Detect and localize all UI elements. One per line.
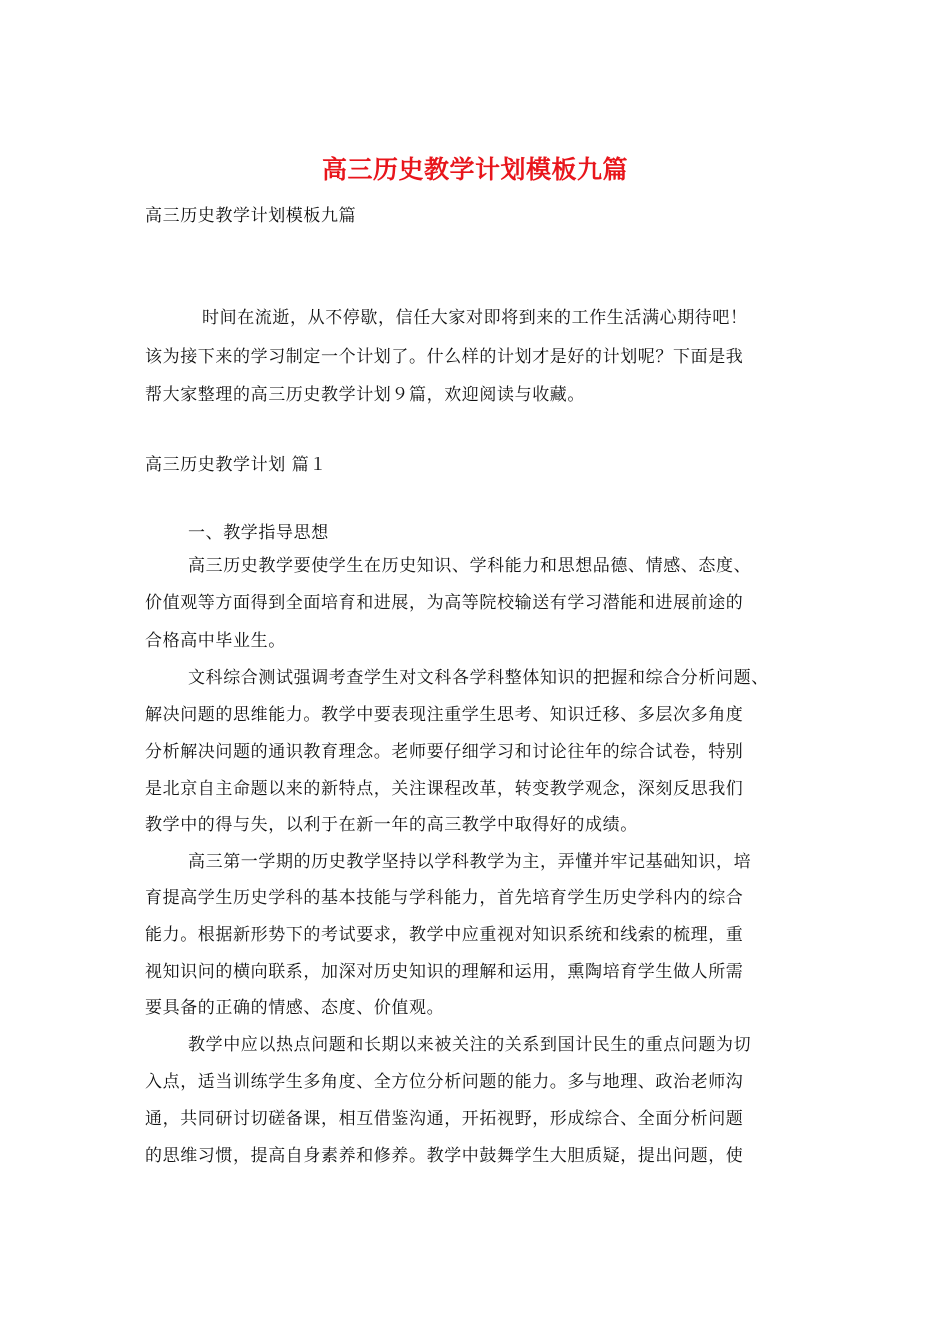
body-line: 教学中应以热点问题和长期以来被关注的关系到国计民生的重点问题为切	[188, 1035, 752, 1055]
document-subtitle: 高三历史教学计划模板九篇	[145, 206, 357, 226]
intro-line: 帮大家整理的高三历史教学计划９篇，欢迎阅读与收藏。	[145, 385, 585, 405]
body-line: 育提高学生历史学科的基本技能与学科能力，首先培育学生历史学科内的综合	[145, 888, 744, 908]
body-line: 要具备的正确的情感、态度、价值观。	[145, 998, 445, 1018]
body-line: 通，共同研讨切磋备课，相互借鉴沟通，开拓视野，形成综合、全面分析问题	[145, 1109, 744, 1129]
body-line: 视知识问的横向联系，加深对历史知识的理解和运用，熏陶培育学生做人所需	[145, 962, 744, 982]
body-line: 入点，适当训练学生多角度、全方位分析问题的能力。多与地理、政治老师沟	[145, 1072, 744, 1092]
body-line: 价值观等方面得到全面培育和进展，为高等院校输送有学习潜能和进展前途的	[145, 593, 744, 613]
body-line: 的思维习惯，提高自身素养和修养。教学中鼓舞学生大胆质疑，提出问题，使	[145, 1146, 744, 1166]
body-line: 高三第一学期的历史教学坚持以学科教学为主，弄懂并牢记基础知识，培	[188, 852, 752, 872]
body-line: 分析解决问题的通识教育理念。老师要仔细学习和讨论往年的综合试卷，特别	[145, 742, 744, 762]
body-line: 教学中的得与失，以利于在新一年的高三教学中取得好的成绩。	[145, 815, 638, 835]
body-line: 是北京自主命题以来的新特点，关注课程改革，转变教学观念，深刻反思我们	[145, 779, 744, 799]
body-line: 合格高中毕业生。	[145, 631, 286, 651]
body-line: 能力。根据新形势下的考试要求，教学中应重视对知识系统和线索的梳理，重	[145, 925, 744, 945]
section-heading: 高三历史教学计划 篇１	[145, 455, 328, 475]
intro-line: 该为接下来的学习制定一个计划了。什么样的计划才是好的计划呢？下面是我	[145, 347, 744, 367]
body-line: 高三历史教学要使学生在历史知识、学科能力和思想品德、情感、态度、	[188, 556, 752, 576]
body-line: 解决问题的思维能力。教学中要表现注重学生思考、知识迁移、多层次多角度	[145, 705, 744, 725]
intro-line: 时间在流逝，从不停歇，信任大家对即将到来的工作生活满心期待吧！	[202, 308, 748, 328]
document-title: 高三历史教学计划模板九篇	[321, 155, 628, 184]
subheading: 一、教学指导思想	[188, 523, 329, 543]
body-line: 文科综合测试强调考查学生对文科各学科整体知识的把握和综合分析问题、	[188, 668, 769, 688]
